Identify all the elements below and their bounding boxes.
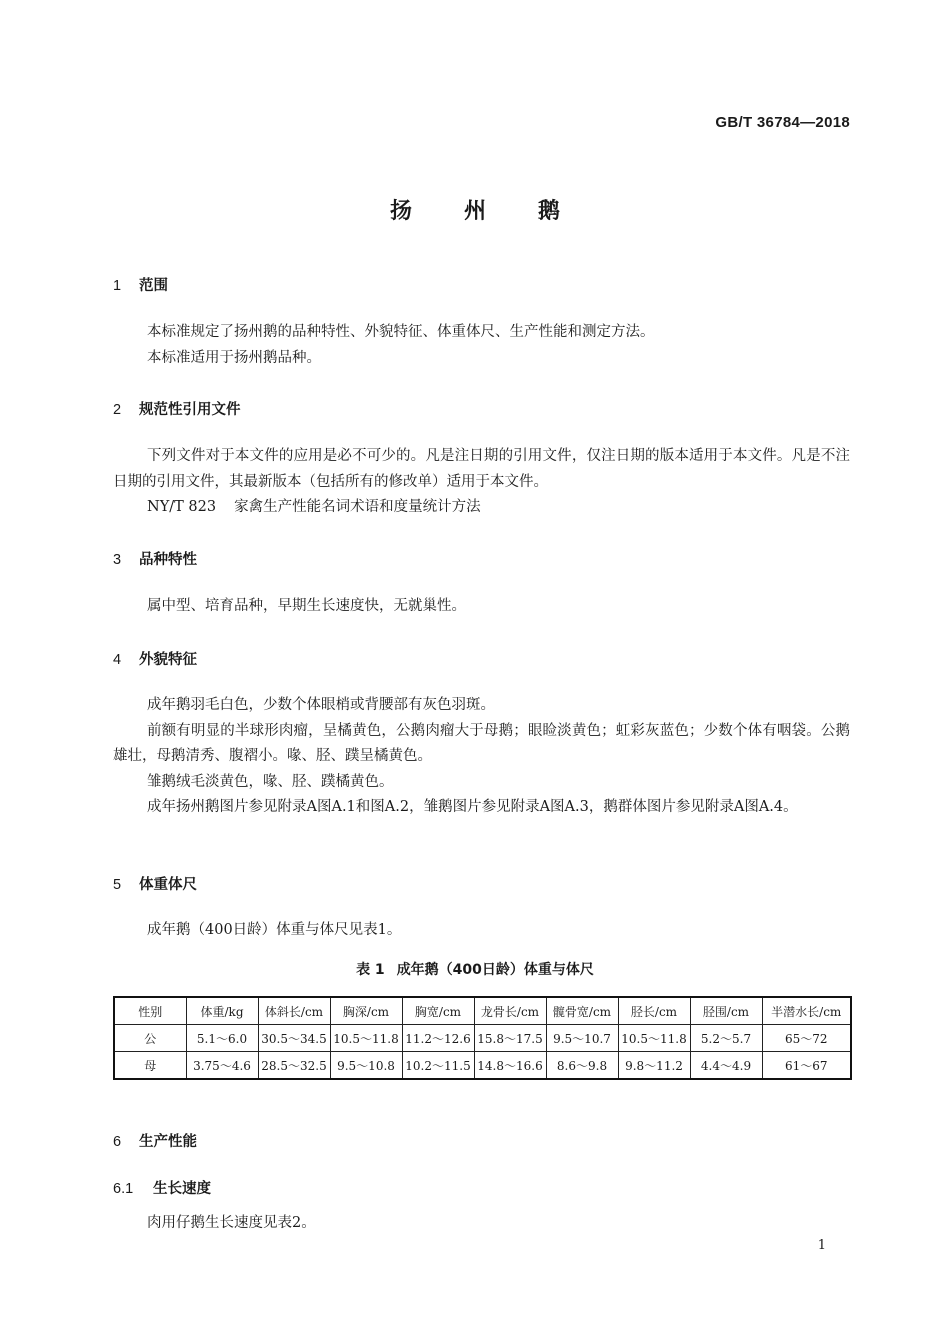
page-number: 1 [817, 1238, 826, 1253]
table-cell: 9.5～10.8 [330, 1052, 402, 1080]
column-header: 半潜水长/cm [762, 997, 851, 1025]
paragraph: 属中型、培育品种，早期生长速度快，无就巢性。 [147, 598, 466, 614]
section-number: 5 [113, 877, 122, 893]
table-cell: 10.5～11.8 [618, 1025, 690, 1052]
reference-code: NY/T 823 [147, 499, 217, 515]
paragraph: 本标准规定了扬州鹅的品种特性、外貌特征、体重体尺、生产性能和测定方法。 [147, 324, 655, 340]
section-number: 3 [113, 552, 122, 568]
section-number: 6 [113, 1134, 122, 1150]
table-cell: 10.2～11.5 [402, 1052, 474, 1080]
table-cell: 28.5～32.5 [258, 1052, 330, 1080]
section-title: 规范性引用文件 [139, 402, 241, 418]
table-row [114, 1052, 851, 1080]
section-heading-6-1 [113, 1177, 211, 1198]
section-heading-4 [113, 648, 197, 669]
section-title: 生长速度 [153, 1181, 211, 1197]
paragraph: 肉用仔鹅生长速度见表2。 [147, 1215, 316, 1231]
table-cell: 11.2～12.6 [402, 1025, 474, 1052]
section-heading-1 [113, 274, 168, 295]
paragraph: 成年鹅羽毛白色，少数个体眼梢或背腰部有灰色羽斑。 [147, 697, 495, 713]
paragraph: 雏鹅绒毛淡黄色，喙、胫、蹼橘黄色。 [147, 773, 394, 790]
title-char: 州 [463, 199, 486, 224]
table-cell: 65～72 [762, 1025, 851, 1052]
column-header: 体斜长/cm [258, 997, 330, 1025]
section-number: 1 [113, 278, 122, 294]
table-cell: 9.5～10.7 [546, 1025, 618, 1052]
column-header: 胫长/cm [618, 997, 690, 1025]
paragraph: 本标准适用于扬州鹅品种。 [147, 349, 321, 366]
column-header: 龙骨长/cm [474, 997, 546, 1025]
table-cell: 母 [114, 1052, 186, 1080]
section-number: 6.1 [113, 1181, 134, 1197]
section-body-4 [113, 693, 850, 821]
paragraph: 下列文件对于本文件的应用是必不可少的。凡是注日期的引用文件，仅注日期的版本适用于本文件。凡是不注日期的引用文件，其最新版本（包括所有的修改单）适用于本文件。 [113, 448, 850, 490]
column-header: 胸深/cm [330, 997, 402, 1025]
standard-code: GB/T 36784—2018 [715, 114, 850, 131]
table-cell: 公 [114, 1025, 186, 1052]
section-heading-5 [113, 873, 197, 894]
section-title: 体重体尺 [139, 877, 197, 893]
column-header: 胫围/cm [690, 997, 762, 1025]
table-caption [0, 959, 950, 979]
column-header: 胸宽/cm [402, 997, 474, 1025]
table-cell: 14.8～16.6 [474, 1052, 546, 1080]
table-row [114, 1025, 851, 1052]
document-title [0, 194, 950, 225]
table-cell: 30.5～34.5 [258, 1025, 330, 1052]
column-header: 体重/kg [186, 997, 258, 1025]
section-heading-2 [113, 398, 241, 419]
section-heading-6 [113, 1130, 197, 1151]
reference-entry [113, 495, 850, 521]
title-char: 扬 [389, 199, 412, 224]
table-cell: 61～67 [762, 1052, 851, 1080]
table-cell: 8.6～9.8 [546, 1052, 618, 1080]
section-title: 生产性能 [139, 1134, 197, 1150]
section-title: 品种特性 [139, 552, 197, 568]
table-cell: 5.2～5.7 [690, 1025, 762, 1052]
table-cell: 3.75～4.6 [186, 1052, 258, 1080]
table-cell: 5.1～6.0 [186, 1025, 258, 1052]
paragraph: 成年扬州鹅图片参见附录A图A.1和图A.2，雏鹅图片参见附录A图A.3，鹅群体图片参见附录A图A.4。 [147, 799, 798, 815]
body-measurement-table [113, 996, 852, 1080]
section-title: 范围 [139, 278, 168, 294]
table-title: 成年鹅（400日龄）体重与体尺 [396, 962, 594, 978]
table-cell: 4.4～4.9 [690, 1052, 762, 1080]
section-body-6-1 [113, 1211, 850, 1237]
table-header-row [114, 997, 851, 1025]
paragraph: 成年鹅（400日龄）体重与体尺见表1。 [147, 922, 402, 938]
table-cell: 15.8～17.5 [474, 1025, 546, 1052]
section-title: 外貌特征 [139, 652, 197, 668]
section-body-5 [113, 918, 850, 944]
section-heading-3 [113, 548, 197, 569]
section-body-3 [113, 594, 850, 620]
section-body-1 [113, 320, 850, 371]
section-number: 2 [113, 402, 122, 418]
paragraph: 前额有明显的半球形肉瘤，呈橘黄色，公鹅肉瘤大于母鹅；眼睑淡黄色；虹彩灰蓝色；少数个体有咽袋。公鹅雄壮，母鹅清秀、腹褶小。喙、胫、蹼呈橘黄色。 [113, 722, 850, 764]
table-cell: 10.5～11.8 [330, 1025, 402, 1052]
table-cell: 9.8～11.2 [618, 1052, 690, 1080]
column-header: 性别 [114, 997, 186, 1025]
section-number: 4 [113, 652, 122, 668]
title-char: 鹅 [538, 199, 561, 224]
reference-title: 家禽生产性能名词术语和度量统计方法 [234, 499, 481, 515]
column-header: 髋骨宽/cm [546, 997, 618, 1025]
table-number: 表 1 [356, 962, 385, 978]
section-body-2 [113, 444, 850, 521]
